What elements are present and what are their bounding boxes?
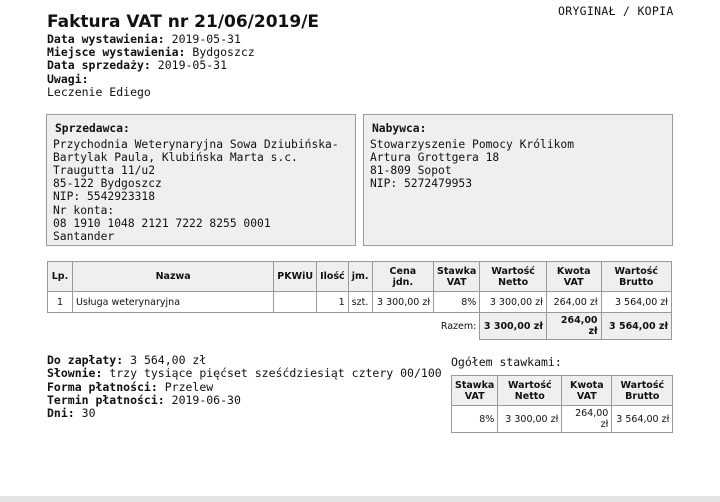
invoice-meta (47, 33, 255, 99)
payment-method-row (47, 381, 442, 394)
total-label: Razem: (440, 320, 477, 332)
col-net-line2: Netto (498, 276, 529, 288)
cell-lp: 1 (48, 292, 73, 313)
vat-cell-rate: 8% (452, 406, 498, 433)
seller-heading: Sprzedawca: (55, 122, 130, 135)
copy-label: ORYGINAŁ / KOPIA (558, 4, 674, 18)
vat-col-vat (562, 376, 612, 406)
items-table (47, 261, 672, 340)
col-rate-line2: VAT (446, 276, 467, 288)
issue-place-value: Bydgoszcz (192, 45, 255, 60)
vat-col-vat-line1: Kwota (570, 379, 604, 391)
total-gross: 3 564,00 zł (601, 313, 671, 340)
vat-header-row (452, 376, 673, 406)
notes-row (47, 73, 255, 86)
payment-deadline-label: Termin płatności: (47, 392, 165, 407)
amount-due-value: 3 564,00 zł (130, 353, 207, 367)
payment-deadline-value: 2019-06-30 (171, 392, 241, 407)
vat-summary-label: Ogółem stawkami: (451, 355, 562, 369)
cell-gross: 3 564,00 zł (601, 292, 671, 313)
seller-bank: Santander (53, 229, 115, 243)
col-rate (434, 262, 480, 292)
buyer-nip: NIP: 5272479953 (370, 177, 473, 191)
items-header-row (48, 262, 672, 292)
col-vat-line1: Kwota (556, 265, 591, 277)
vat-cell-vat: 264,00 zł (562, 406, 612, 433)
cell-pkwiu (274, 292, 317, 313)
cell-name: Usługa weterynaryjna (72, 292, 273, 313)
sale-date-label: Data sprzedaży: (47, 58, 151, 73)
totals-row (48, 313, 672, 340)
payment-info (47, 354, 442, 420)
total-net: 3 300,00 zł (480, 313, 547, 340)
vat-col-rate-line2: VAT (464, 390, 485, 402)
col-name: Nazwa (72, 262, 273, 292)
col-price-line1: Cena (389, 265, 417, 277)
seller-street: Traugutta 11/u2 (53, 164, 156, 178)
col-price (372, 262, 433, 292)
invoice-title: Faktura VAT nr 21/06/2019/E (47, 12, 320, 32)
vat-col-net-line1: Wartość (508, 379, 552, 391)
sale-date-value: 2019-05-31 (157, 58, 228, 73)
col-vat (546, 262, 601, 292)
vat-col-rate-line1: Stawka (455, 379, 495, 391)
vat-col-gross (612, 376, 673, 406)
col-gross-line2: Brutto (619, 276, 654, 288)
amount-due-row (47, 354, 442, 367)
seller-nip: NIP: 5542923318 (53, 190, 156, 204)
total-vat: 264,00 zł (546, 313, 601, 340)
buyer-heading: Nabywca: (372, 122, 427, 135)
col-price-line2: jdn. (392, 276, 414, 288)
buyer-city: 81-809 Sopot (370, 164, 452, 178)
amount-words-label: Słownie: (47, 366, 103, 381)
vat-cell-net: 3 300,00 zł (498, 406, 562, 433)
col-unit: jm. (348, 262, 372, 292)
cell-price: 3 300,00 zł (372, 292, 433, 313)
seller-account: 08 1910 1048 2121 7222 8255 0001 (53, 216, 271, 230)
vat-col-rate (452, 376, 498, 406)
buyer-box (363, 114, 673, 246)
issue-place-label: Miejsce wystawienia: (47, 45, 186, 60)
seller-name-line2: Bartylak Paula, Klubińska Marta s.c. (53, 151, 298, 165)
col-qty: Ilość (317, 262, 349, 292)
issue-date-value: 2019-05-31 (171, 32, 241, 46)
vat-col-net (498, 376, 562, 406)
col-lp: Lp. (48, 262, 73, 292)
buyer-name: Stowarzyszenie Pomocy Królikom (370, 138, 575, 152)
buyer-street: Artura Grottgera 18 (370, 151, 500, 165)
payment-method-value: Przelew (164, 379, 214, 394)
amount-words-row (47, 367, 442, 380)
vat-summary-table (451, 375, 673, 433)
col-vat-line2: VAT (563, 276, 584, 288)
vat-cell-gross: 3 564,00 zł (612, 406, 673, 433)
payment-days-value: 30 (81, 406, 96, 421)
notes-label: Uwagi: (47, 71, 89, 86)
col-pkwiu: PKWiU (274, 262, 317, 292)
bottom-scroll-edge (0, 496, 720, 502)
amount-due-label: Do zapłaty: (47, 353, 124, 367)
amount-words-value: trzy tysiące pięćset sześćdziesiąt cztery 00/100 (109, 366, 442, 381)
notes-value: Leczenie Ediego (47, 84, 151, 99)
payment-days-label: Dni: (47, 406, 75, 421)
vat-col-vat-line2: VAT (576, 390, 597, 402)
seller-account-label: Nr konta: (53, 203, 115, 217)
col-rate-line1: Stawka (437, 265, 477, 277)
vat-col-gross-line2: Brutto (625, 390, 660, 402)
col-net (480, 262, 547, 292)
seller-city: 85-122 Bydgoszcz (53, 177, 162, 191)
cell-rate: 8% (434, 292, 480, 313)
vat-col-net-line2: Netto (514, 390, 545, 402)
seller-name-line1: Przychodnia Weterynaryjna Sowa Dziubińska- (53, 138, 339, 152)
issue-date-label: Data wystawienia: (47, 32, 165, 46)
cell-vat: 264,00 zł (546, 292, 601, 313)
payment-days-row (47, 407, 442, 420)
table-row (452, 406, 673, 433)
payment-deadline-row (47, 394, 442, 407)
col-gross-line1: Wartość (614, 265, 659, 277)
cell-qty: 1 (317, 292, 349, 313)
seller-box (46, 114, 356, 246)
table-row (48, 292, 672, 313)
payment-method-label: Forma płatności: (47, 379, 158, 394)
cell-unit: szt. (348, 292, 372, 313)
vat-col-gross-line1: Wartość (620, 379, 665, 391)
col-net-line1: Wartość (491, 265, 535, 277)
cell-net: 3 300,00 zł (480, 292, 547, 313)
col-gross (601, 262, 671, 292)
